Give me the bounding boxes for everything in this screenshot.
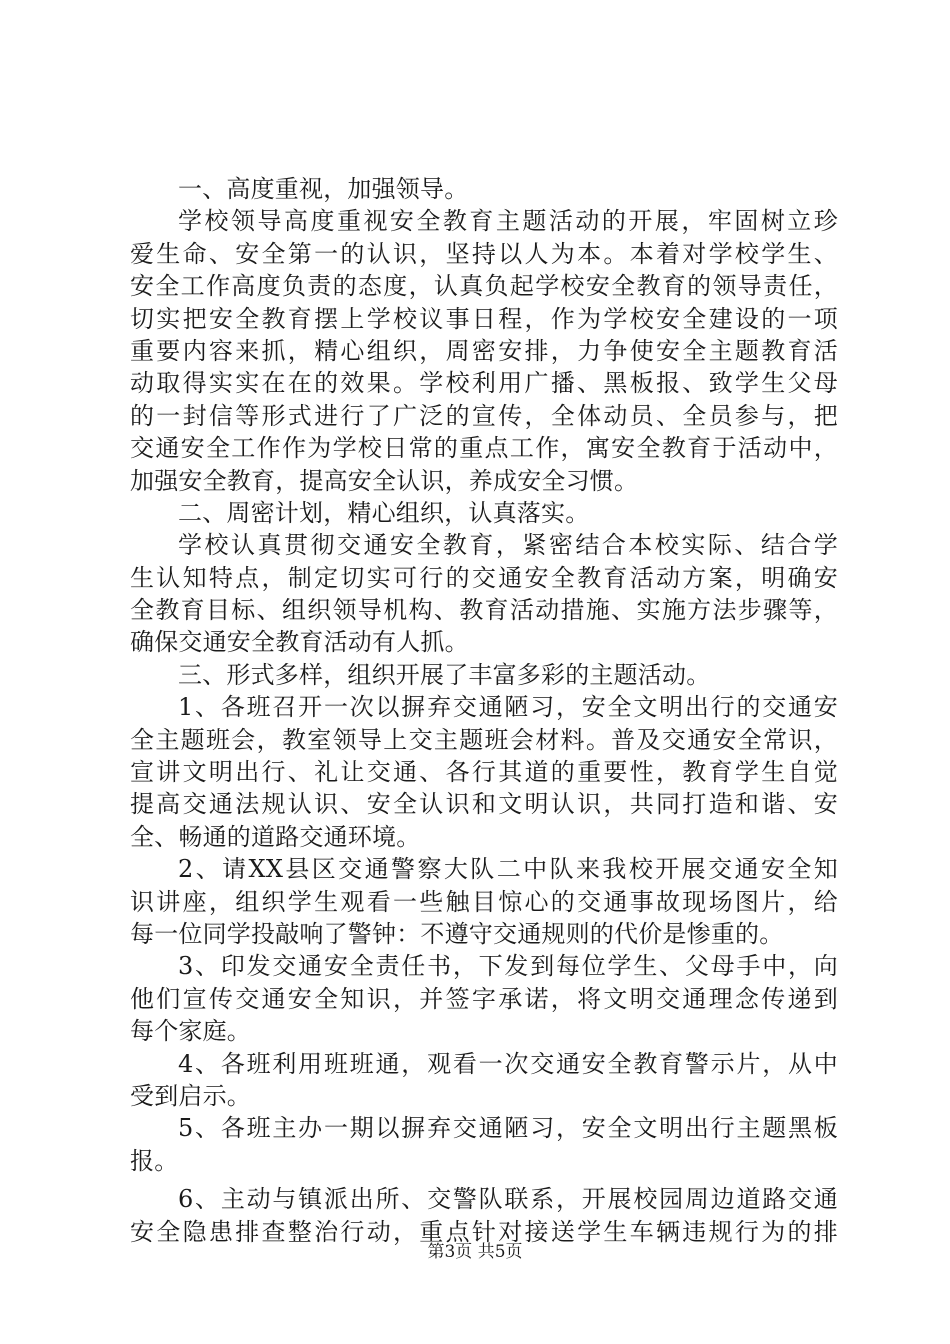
list-item-line: 每一位同学投敲响了警钟：不遵守交通规则的代价是惨重的。 <box>130 919 784 948</box>
paragraph-line: 加强安全教育，提高安全认识，养成安全习惯。 <box>130 466 639 495</box>
section-heading-3: 三、形式多样，组织开展了丰富多彩的主题活动。 <box>178 660 711 689</box>
paragraph-line: 动取得实实在在的效果。学校利用广播、黑板报、致学生父母 <box>130 369 838 398</box>
list-item-line: 提高交通法规认识、安全认识和文明认识，共同打造和谐、安 <box>130 790 838 819</box>
paragraph-line: 安全工作高度负责的态度，认真负起学校安全教育的领导责任， <box>130 272 838 301</box>
list-item-line: 安全隐患排查整治行动，重点针对接送学生车辆违规行为的排 <box>130 1217 838 1246</box>
list-item-line: 他们宣传交通安全知识，并签字承诺，将文明交通理念传递到 <box>130 984 838 1013</box>
list-item-line: 识讲座，组织学生观看一些触目惊心的交通事故现场图片，给 <box>130 887 838 916</box>
list-item-line: 受到启示。 <box>130 1081 251 1110</box>
paragraph-line: 学校领导高度重视安全教育主题活动的开展，牢固树立珍 <box>178 207 838 236</box>
paragraph-line: 确保交通安全教育活动有人抓。 <box>130 628 469 657</box>
paragraph-line: 交通安全工作作为学校日常的重点工作，寓安全教育于活动中， <box>130 434 838 463</box>
paragraph-line: 爱生命、安全第一的认识，坚持以人为本。本着对学校学生、 <box>130 239 838 268</box>
paragraph-line: 重要内容来抓，精心组织，周密安排，力争使安全主题教育活 <box>130 336 838 365</box>
paragraph-line: 的一封信等形式进行了广泛的宣传，全体动员、全员参与，把 <box>130 401 838 430</box>
paragraph-line: 学校认真贯彻交通安全教育，紧密结合本校实际、结合学 <box>178 531 838 560</box>
paragraph-line: 全教育目标、组织领导机构、教育活动措施、实施方法步骤等， <box>130 596 838 625</box>
list-item-line: 1、各班召开一次以摒弃交通陋习，安全文明出行的交通安 <box>178 693 838 722</box>
page-number-footer: 第3页 共5页 <box>427 1242 523 1262</box>
paragraph-line: 切实把安全教育摆上学校议事日程，作为学校安全建设的一项 <box>130 304 838 333</box>
section-heading-2: 二、周密计划，精心组织，认真落实。 <box>178 498 590 527</box>
list-item-line: 2、请XX县区交通警察大队二中队来我校开展交通安全知 <box>178 855 838 884</box>
list-item-line: 5、各班主办一期以摒弃交通陋习，安全文明出行主题黑板 <box>178 1114 838 1143</box>
list-item-line: 4、各班利用班班通，观看一次交通安全教育警示片，从中 <box>178 1049 838 1078</box>
document-body <box>130 173 838 1248</box>
section-heading-1: 一、高度重视，加强领导。 <box>178 175 469 203</box>
list-item-line: 每个家庭。 <box>130 1017 251 1046</box>
list-item-line: 全主题班会，教室领导上交主题班会材料。普及交通安全常识， <box>130 725 838 754</box>
paragraph-line: 生认知特点，制定切实可行的交通安全教育活动方案，明确安 <box>130 563 838 592</box>
list-item-line: 报。 <box>130 1146 179 1175</box>
list-item-line: 6、主动与镇派出所、交警队联系，开展校园周边道路交通 <box>178 1185 838 1214</box>
list-item-line: 3、印发交通安全责任书，下发到每位学生、父母手中，向 <box>178 952 838 981</box>
list-item-line: 全、畅通的道路交通环境。 <box>130 822 421 851</box>
list-item-line: 宣讲文明出行、礼让交通、各行其道的重要性，教育学生自觉 <box>130 758 838 787</box>
